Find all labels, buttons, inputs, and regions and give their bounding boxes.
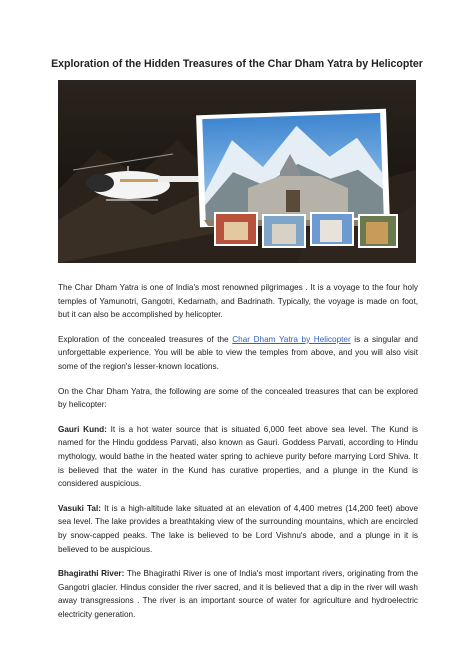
banner-image <box>58 80 416 263</box>
article-body <box>58 281 418 632</box>
place-bhagirathi-river <box>58 567 418 621</box>
place-vasuki-tal <box>58 502 418 556</box>
place-gauri-kund <box>58 423 418 491</box>
place-description: The Bhagirathi River is one of India's most important rivers, originating from the Gangotri glacier. Hindus consider the river sacred, and it is believed that a dip in the river will wash away transgressions . The river is an important source of water for agriculture and hydroelectric electricity generation. <box>58 569 418 619</box>
banner-illustration <box>58 80 416 263</box>
explore-text-after: is a singular and unforgettable experience. You will be able to view the temples from above, and you will also visit some of the region's lesser-known locations. <box>58 334 418 371</box>
place-description: It is a hot water source that is situated 6,000 feet above sea level. The Kund is named for the Hindu goddess Parvati, also known as Gauri. Goddess Parvati, according to Hindu mythology, would bathe in the heated water spring to achieve purity before marrying Lord Shiva. It is believed that the water in the Kund has curative properties, and a plunge in the Kund is considered auspicious. <box>58 424 418 489</box>
place-description: It is a high-altitude lake situated at an elevation of 4,400 metres (14,200 feet) above sea level. The lake provides a breathtaking view of the surrounding mountains, which are encircled by snow-capped peaks. The lake is believed to be Lord Vishnu's abode, and a plunge in it is believed to be auspicious. <box>58 503 419 554</box>
intro-paragraph: The Char Dham Yatra is one of India's most renowned pilgrimages . It is a voyage to the four holy temples of Yamunotri, Gangotri, Kedarnath, and Badrinath. Typically, the voyage is made on foot, but it can also be accomplished by helicopter. <box>58 283 418 320</box>
char-dham-helicopter-link[interactable]: Char Dham Yatra by Helicopter <box>232 334 351 344</box>
kedarnath-temple-photo <box>196 109 390 228</box>
place-name: Gauri Kund: <box>58 424 107 434</box>
lead-paragraph: On the Char Dham Yatra, the following are some of the concealed treasures that can be explored by helicopter: <box>58 386 418 410</box>
explore-text-before: Exploration of the concealed treasures of the <box>58 334 233 344</box>
place-name: Vasuki Tal: <box>58 503 101 513</box>
page-title: Exploration of the Hidden Treasures of the Char Dham Yatra by Helicopter <box>51 58 423 70</box>
explore-paragraph <box>58 333 418 374</box>
temple-thumbnails <box>214 212 398 248</box>
place-name: Bhagirathi River: <box>58 569 125 579</box>
